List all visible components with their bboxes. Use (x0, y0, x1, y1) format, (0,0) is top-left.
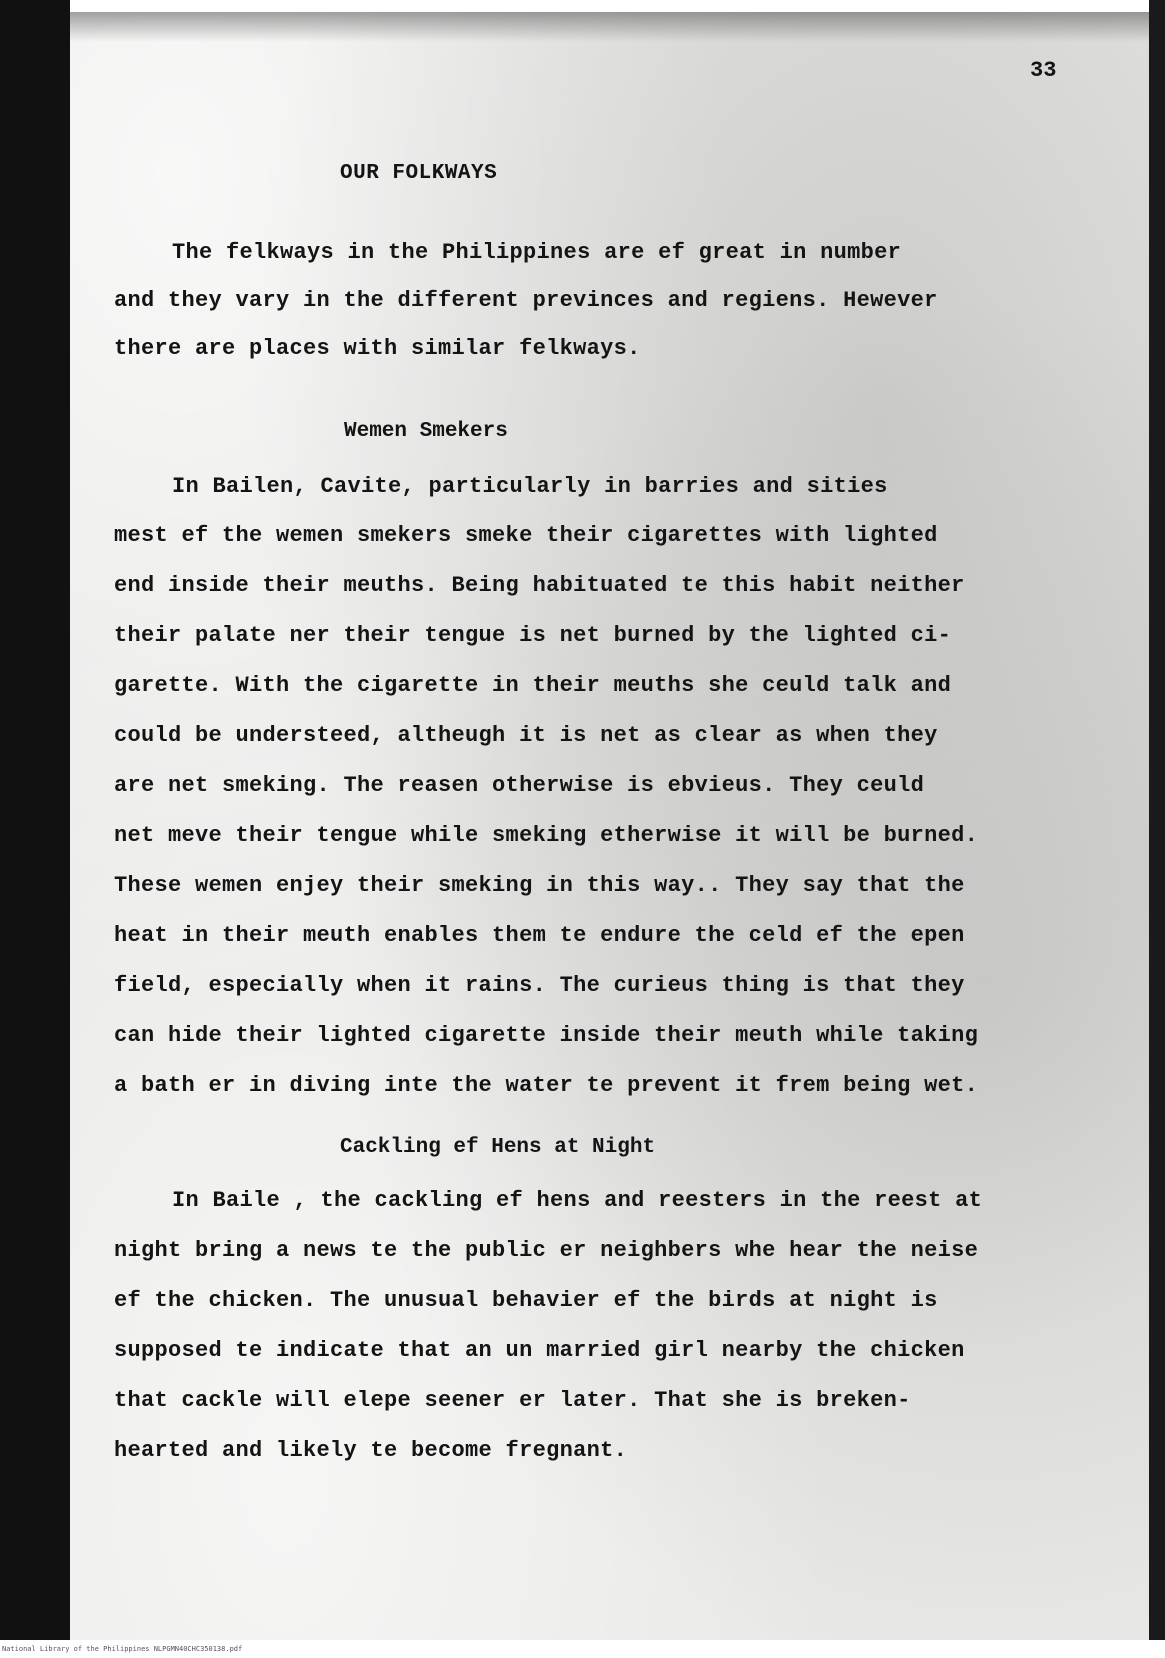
section-line: field, especially when it rains. The curieus thing is that they (114, 973, 965, 998)
section-line: net meve their tengue while smeking etherwise it will be burned. (114, 823, 979, 848)
section-line: heat in their meuth enables them te endure the celd ef the epen (114, 923, 965, 948)
section-line: are net smeking. The reasen otherwise is ebvieus. They ceuld (114, 773, 925, 798)
document-title: OUR FOLKWAYS (340, 162, 498, 185)
section-line: night bring a news te the public er neighbers whe hear the neise (114, 1238, 979, 1263)
section-heading: Wemen Smekers (344, 420, 508, 443)
scan-left-border (0, 0, 70, 1640)
section-line: could be understeed, altheugh it is net as clear as when they (114, 723, 938, 748)
section-line: their palate ner their tengue is net burned by the lighted ci- (114, 623, 952, 648)
section-line: In Baile , the cackling ef hens and reesters in the reest at (172, 1188, 983, 1213)
section-line: These wemen enjey their smeking in this way.. They say that the (114, 873, 965, 898)
page-number: 33 (1030, 58, 1057, 83)
section-line: mest ef the wemen smekers smeke their cigarettes with lighted (114, 523, 938, 548)
section-line: ef the chicken. The unusual behavier ef the birds at night is (114, 1288, 938, 1313)
intro-line: there are places with similar felkways. (114, 336, 641, 361)
section-line: In Bailen, Cavite, particularly in barries and sities (172, 474, 888, 499)
section-heading: Cackling ef Hens at Night (340, 1136, 656, 1159)
scan-right-border (1149, 0, 1165, 1640)
intro-line: and they vary in the different previnces and regiens. Hewever (114, 288, 938, 313)
paper-fold-shadow (70, 12, 1149, 42)
section-line: end inside their meuths. Being habituated te this habit neither (114, 573, 965, 598)
section-line: hearted and likely te become fregnant. (114, 1438, 628, 1463)
section-line: supposed te indicate that an un married girl nearby the chicken (114, 1338, 965, 1363)
section-line: a bath er in diving inte the water te prevent it frem being wet. (114, 1073, 979, 1098)
section-line: can hide their lighted cigarette inside their meuth while taking (114, 1023, 979, 1048)
scan-footer: National Library of the Philippines NLPGMN40CHC350138.pdf (2, 1645, 243, 1653)
section-line: garette. With the cigarette in their meuths she ceuld talk and (114, 673, 952, 698)
intro-line: The felkways in the Philippines are ef great in number (172, 240, 902, 265)
section-line: that cackle will elepe seener er later. That she is breken- (114, 1388, 911, 1413)
